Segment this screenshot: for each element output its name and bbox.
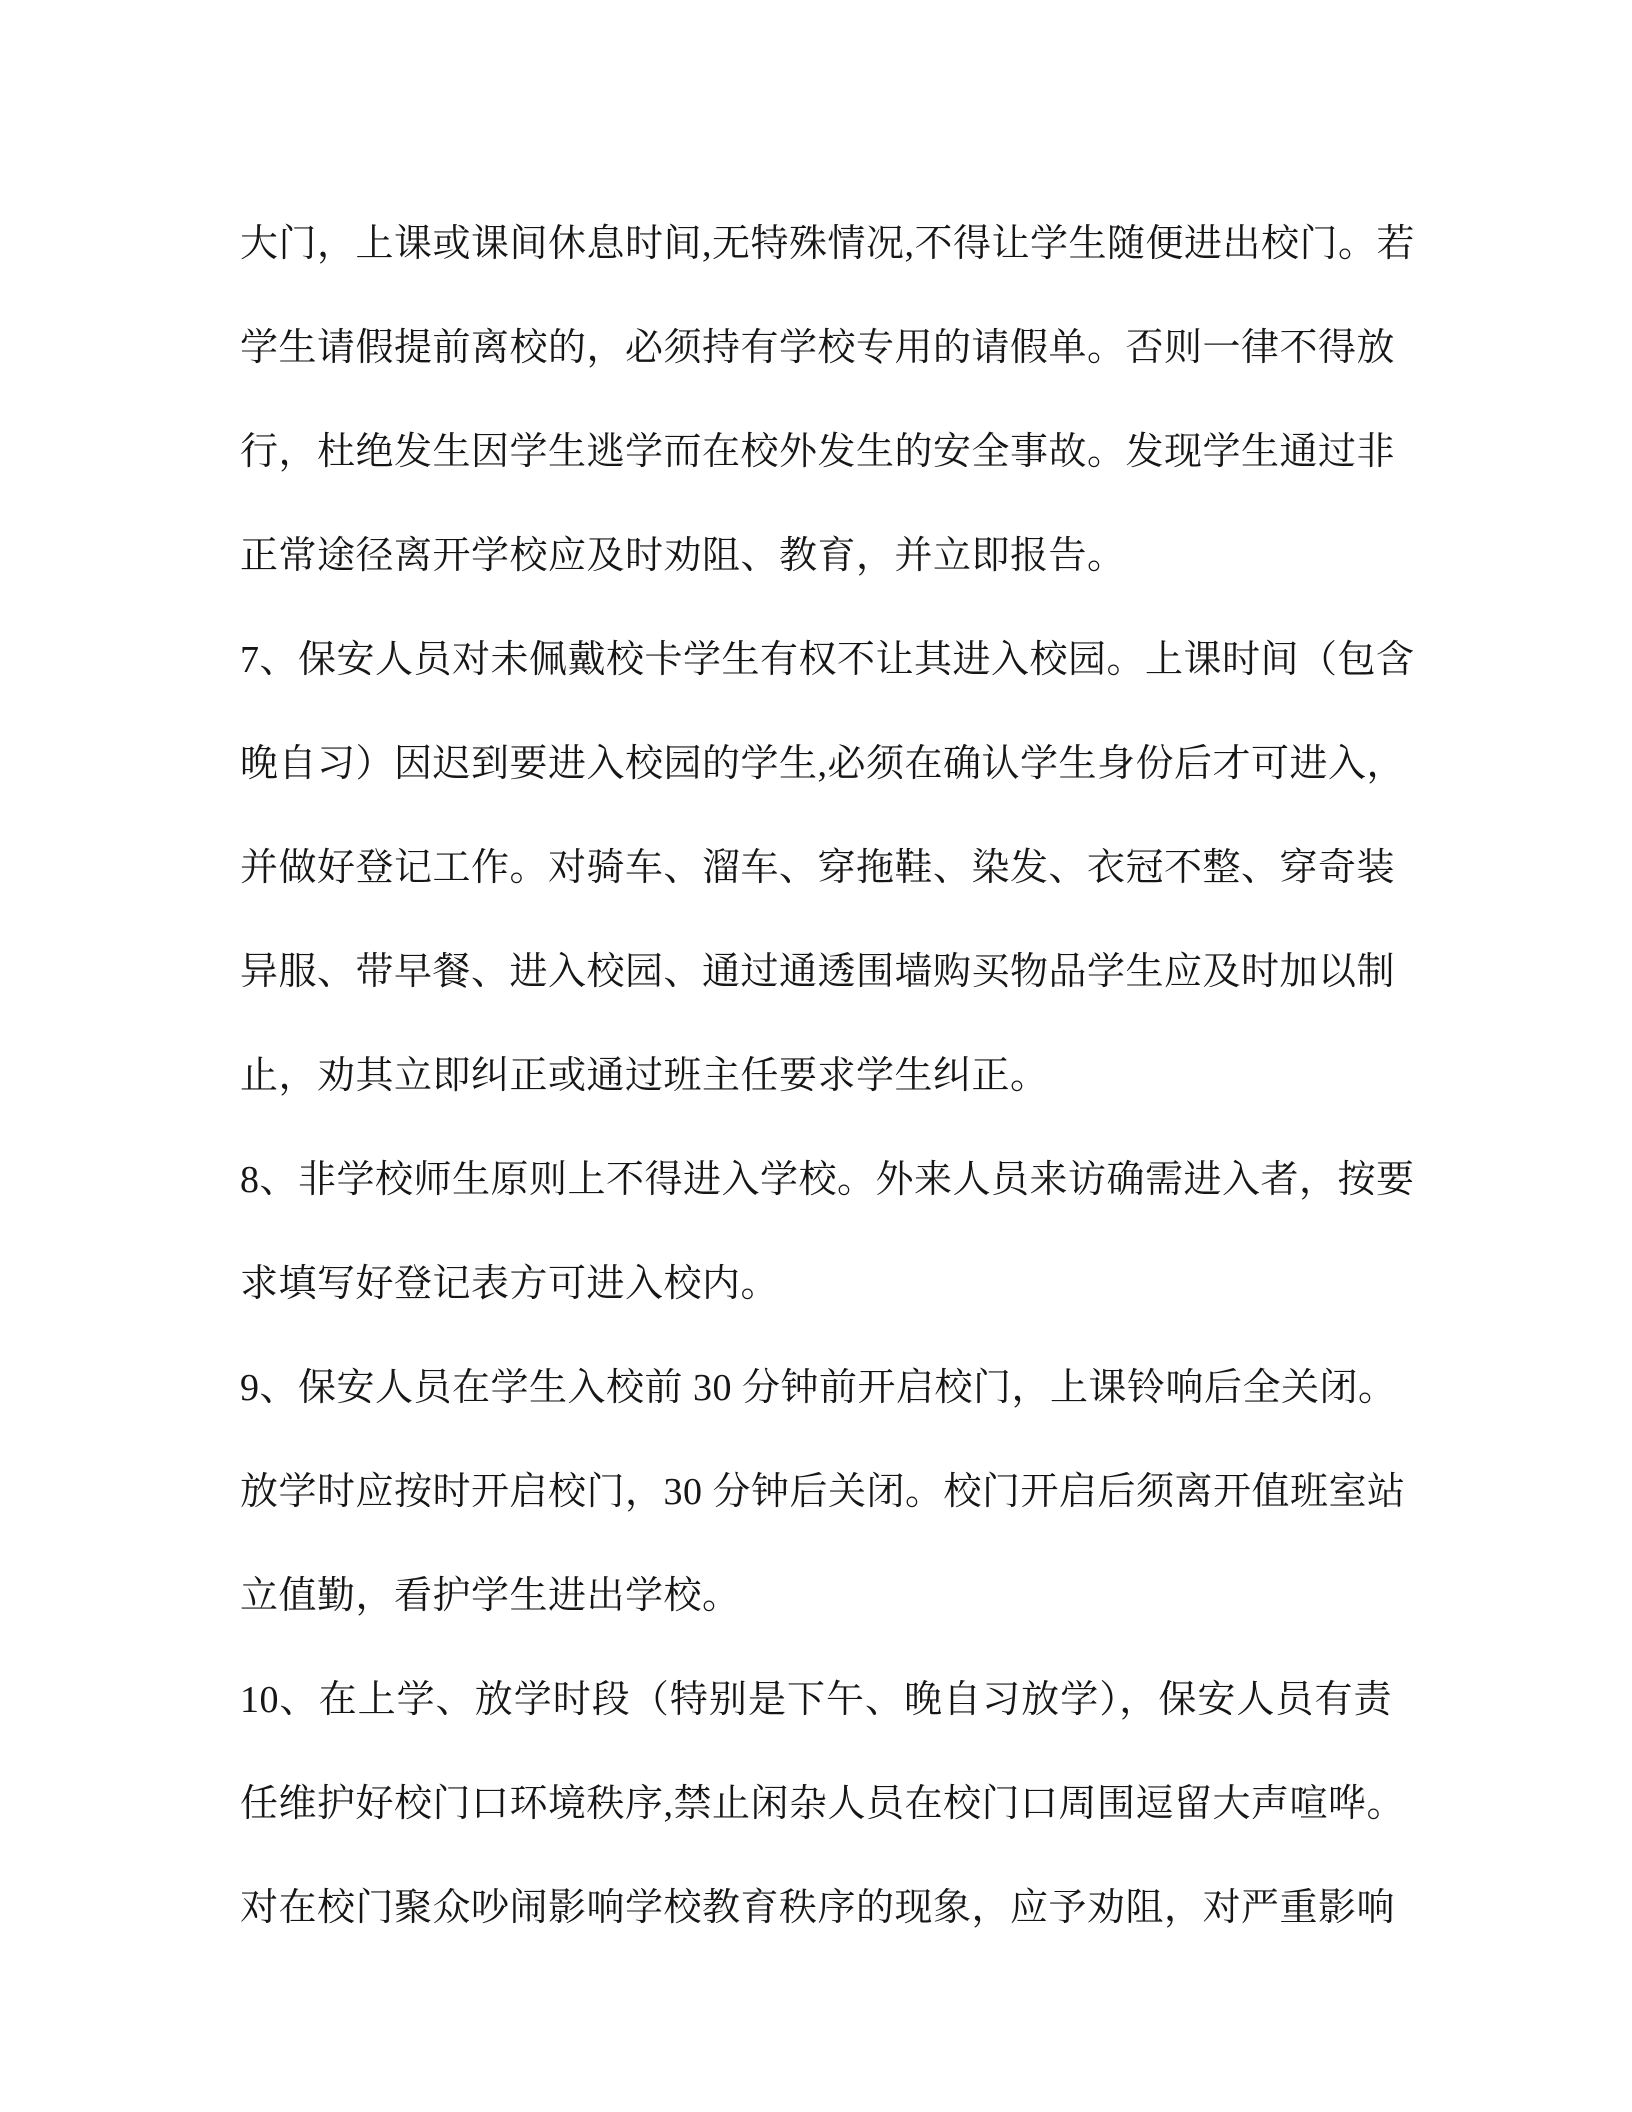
text-line: 8、非学校师生原则上不得进入学校。外来人员来访确需进入者，按要: [240, 1159, 1415, 1201]
text-line: 并做好登记工作。对骑车、溜车、穿拖鞋、染发、衣冠不整、穿奇装: [240, 847, 1396, 889]
paragraph-continued: [240, 192, 1416, 608]
text-line: 晚自习）因迟到要进入校园的学生,必须在确认学生身份后才可进入，: [240, 743, 1406, 785]
paragraph-item-10: [240, 1648, 1406, 1960]
text-line: 7、保安人员对未佩戴校卡学生有权不让其进入校园。上课时间（包含: [240, 639, 1415, 681]
paragraph-item-8: [240, 1128, 1415, 1336]
text-line: 任维护好校门口环境秩序,禁止闲杂人员在校门口周围逗留大声喧哗。: [240, 1783, 1406, 1825]
text-line: 大门，上课或课间休息时间,无特殊情况,不得让学生随便进出校门。若: [240, 223, 1416, 265]
paragraph-item-9: [240, 1336, 1406, 1648]
text-line: 异服、带早餐、进入校园、通过通透围墙购买物品学生应及时加以制: [240, 951, 1396, 993]
paragraph-item-7: [240, 608, 1415, 1128]
text-line: 立值勤，看护学生进出学校。: [240, 1575, 741, 1617]
text-line: 放学时应按时开启校门，30 分钟后关闭。校门开启后须离开值班室站: [240, 1471, 1406, 1513]
text-line: 行，杜绝发生因学生逃学而在校外发生的安全事故。发现学生通过非: [240, 431, 1396, 473]
text-line: 学生请假提前离校的，必须持有学校专用的请假单。否则一律不得放: [240, 327, 1396, 369]
text-line: 止，劝其立即纠正或通过班主任要求学生纠正。: [240, 1055, 1049, 1097]
text-line: 对在校门聚众吵闹影响学校教育秩序的现象，应予劝阻，对严重影响: [240, 1887, 1396, 1929]
text-line: 求填写好登记表方可进入校内。: [240, 1263, 780, 1305]
text-line: 10、在上学、放学时段（特别是下午、晚自习放学），保安人员有责: [240, 1679, 1392, 1721]
text-line: 9、保安人员在学生入校前 30 分钟前开启校门，上课铃响后全关闭。: [240, 1367, 1397, 1409]
text-line: 正常途径离开学校应及时劝阻、教育，并立即报告。: [240, 535, 1126, 577]
